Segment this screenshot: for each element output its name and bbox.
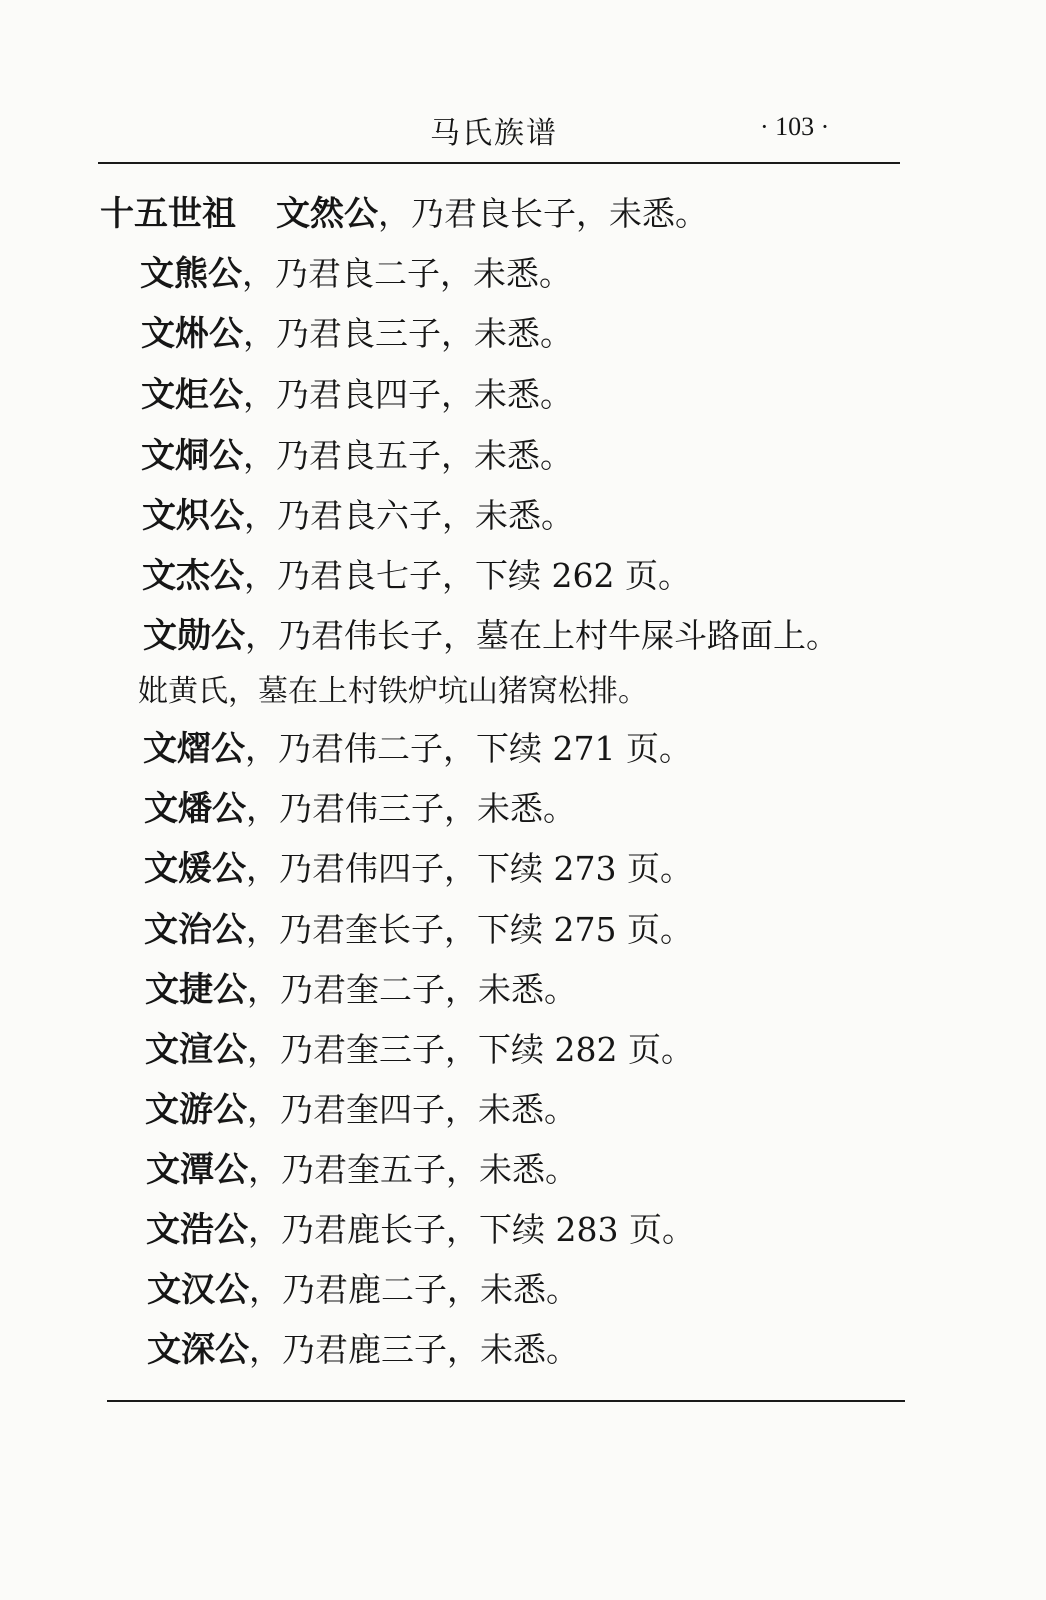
ancestor-name: 文杰公 bbox=[142, 556, 244, 596]
entry-line bbox=[145, 1090, 577, 1130]
page-number: · 103 · bbox=[760, 112, 830, 141]
entry-line bbox=[142, 496, 574, 536]
entry-text: ，乃君良四子，未悉。 bbox=[243, 375, 573, 414]
ancestor-name: 文燔公 bbox=[144, 789, 246, 829]
entry-text: ，乃君奎长子，下续 275 页。 bbox=[246, 910, 693, 949]
entry-line bbox=[145, 1030, 694, 1070]
ancestor-name: 文熠公 bbox=[143, 729, 245, 769]
running-title: 马氏族谱 bbox=[430, 116, 558, 151]
footer-rule bbox=[107, 1400, 905, 1402]
generation-label: 十五世祖 bbox=[100, 194, 236, 234]
entry-text: ，乃君伟四子，下续 273 页。 bbox=[246, 849, 693, 888]
header-rule bbox=[98, 162, 900, 164]
entry-line bbox=[147, 1270, 579, 1310]
entry-text: ，乃君良六子，未悉。 bbox=[244, 496, 574, 535]
entry-text: ，乃君鹿二子，未悉。 bbox=[249, 1270, 579, 1309]
entry-line bbox=[144, 789, 576, 829]
entry-text: ，乃君奎二子，未悉。 bbox=[247, 970, 577, 1009]
entry-text: ，乃君伟长子，墓在上村牛屎斗路面上。 bbox=[245, 616, 839, 655]
entry-line-wife bbox=[138, 672, 648, 712]
ancestor-name: 文汉公 bbox=[147, 1270, 249, 1310]
ancestor-name: 文然公 bbox=[276, 194, 378, 234]
ancestor-name: 文烞公 bbox=[141, 314, 243, 354]
ancestor-name: 文浩公 bbox=[146, 1210, 248, 1250]
entry-line bbox=[145, 970, 577, 1010]
entry-text: ，乃君良长子，未悉。 bbox=[378, 194, 708, 233]
entry-line bbox=[141, 375, 573, 415]
entry-line bbox=[141, 436, 573, 476]
entry-line bbox=[142, 556, 691, 596]
entry-line bbox=[140, 254, 572, 294]
ancestor-name: 文捷公 bbox=[145, 970, 247, 1010]
ancestor-name: 文深公 bbox=[147, 1330, 249, 1370]
entry-text: ，乃君鹿长子，下续 283 页。 bbox=[248, 1210, 695, 1249]
ancestor-name: 文渲公 bbox=[145, 1030, 247, 1070]
entry-line bbox=[144, 849, 693, 889]
ancestor-name: 文治公 bbox=[144, 910, 246, 950]
entry-text: ，墓在上村铁炉坑山猪窝松排。 bbox=[228, 674, 648, 709]
entry-text: ，乃君鹿三子，未悉。 bbox=[249, 1330, 579, 1369]
ancestor-name: 文煖公 bbox=[144, 849, 246, 889]
ancestor-name: 文炽公 bbox=[142, 496, 244, 536]
ancestor-name: 文游公 bbox=[145, 1090, 247, 1130]
entry-line bbox=[146, 1210, 695, 1250]
wife-name: 妣黄氏 bbox=[138, 674, 228, 709]
ancestor-name: 文潭公 bbox=[146, 1150, 248, 1190]
entry-text: ，乃君奎五子，未悉。 bbox=[248, 1150, 578, 1189]
entry-text: ，乃君良五子，未悉。 bbox=[243, 436, 573, 475]
entry-text: ，乃君良二子，未悉。 bbox=[242, 254, 572, 293]
entry-text: ，乃君良三子，未悉。 bbox=[243, 314, 573, 353]
entry-line bbox=[144, 910, 693, 950]
ancestor-name: 文炬公 bbox=[141, 375, 243, 415]
entry-line bbox=[100, 194, 708, 234]
ancestor-name: 文熊公 bbox=[140, 254, 242, 294]
ancestor-name: 文勋公 bbox=[143, 616, 245, 656]
entry-line bbox=[147, 1330, 579, 1370]
entry-line bbox=[141, 314, 573, 354]
entry-text: ，乃君伟二子，下续 271 页。 bbox=[245, 729, 692, 768]
entry-line bbox=[146, 1150, 578, 1190]
entry-text: ，乃君奎四子，未悉。 bbox=[247, 1090, 577, 1129]
entry-text: ，乃君良七子，下续 262 页。 bbox=[244, 556, 691, 595]
entry-line bbox=[143, 616, 839, 656]
entry-text: ，乃君奎三子，下续 282 页。 bbox=[247, 1030, 694, 1069]
entry-text: ，乃君伟三子，未悉。 bbox=[246, 789, 576, 828]
entry-line bbox=[143, 729, 692, 769]
ancestor-name: 文烔公 bbox=[141, 436, 243, 476]
